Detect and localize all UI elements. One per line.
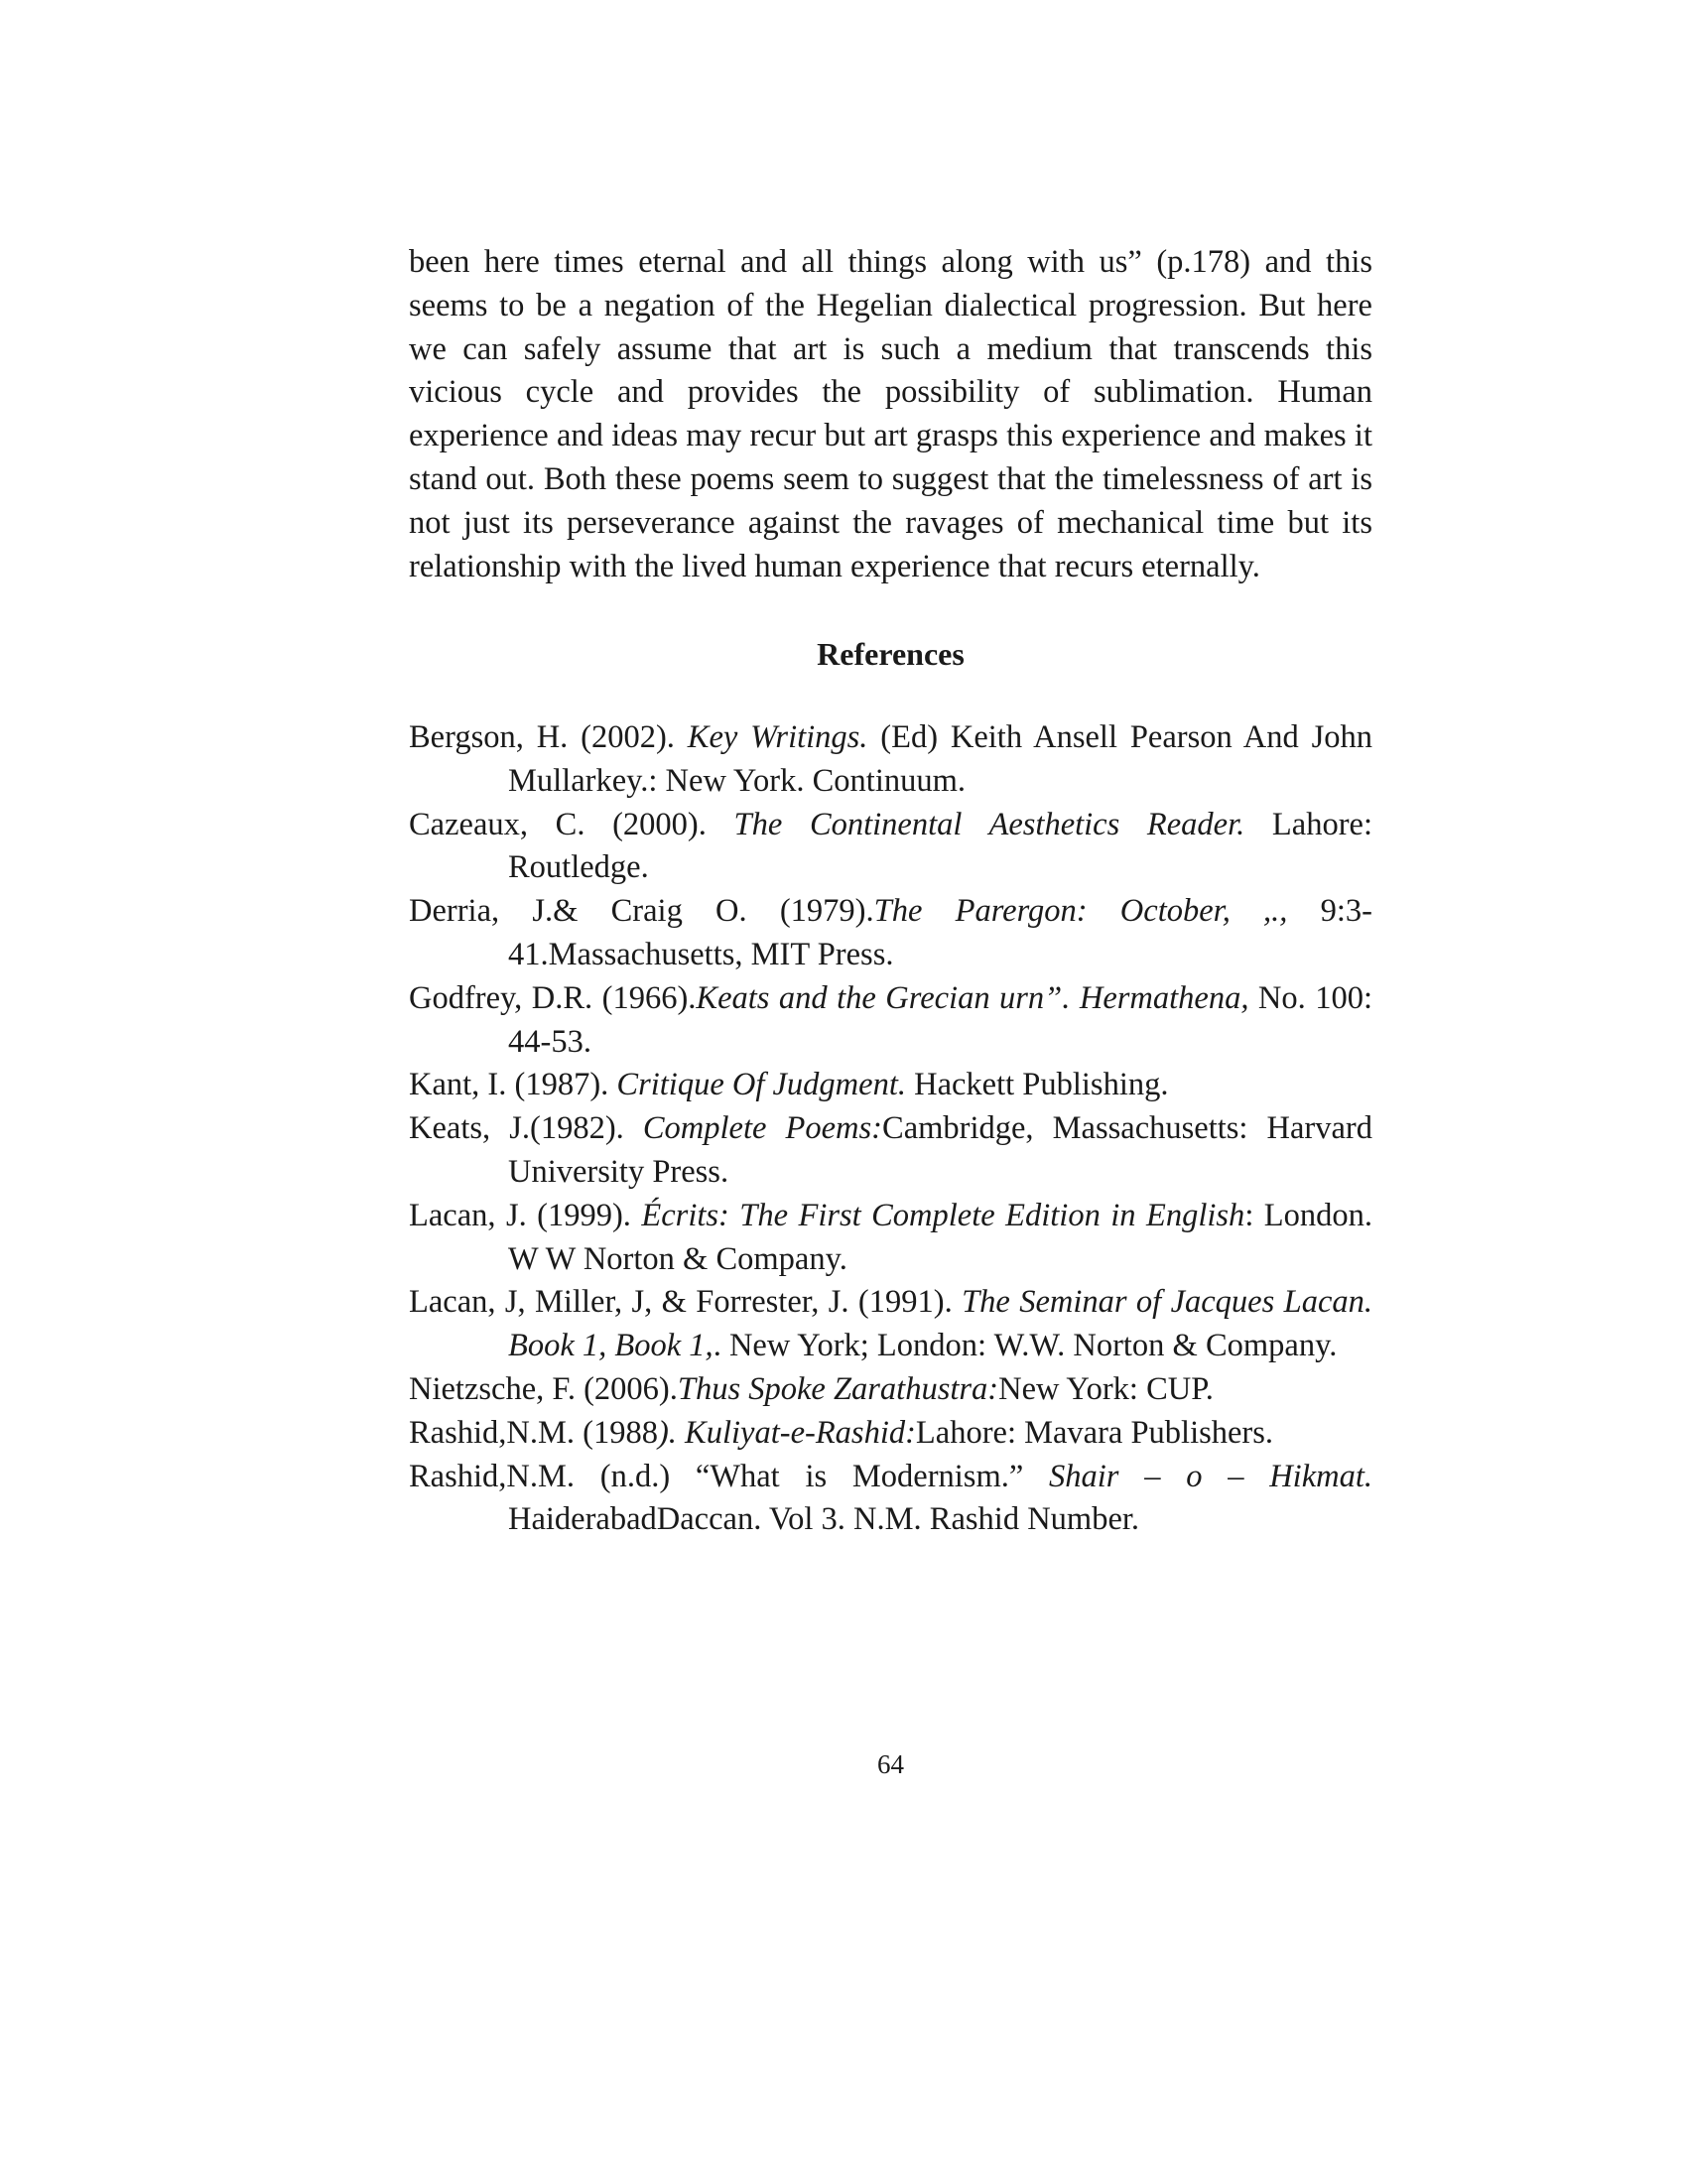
reference-author-year: Kant, I. (1987). <box>409 1067 617 1103</box>
reference-author-year: Rashid,N.M. (1988 <box>409 1414 658 1451</box>
reference-title: The Seminar of Jacques Lacan. Book 1, Book 1, <box>508 1284 1372 1364</box>
reference-publication: : London. W W Norton & Company. <box>508 1197 1373 1277</box>
reference-entry <box>409 1281 1372 1368</box>
reference-author-year: Derria, J.& Craig O. (1979). <box>409 893 874 930</box>
reference-author-year: Lacan, J. (1999). <box>409 1197 642 1233</box>
page-number: 64 <box>877 1749 904 1779</box>
reference-publication: No. 100: 44-53. <box>508 979 1373 1060</box>
reference-title: Écrits: The First Complete Edition in English <box>641 1197 1245 1233</box>
reference-list <box>409 716 1372 1542</box>
reference-author-year: Rashid,N.M. (n.d.) “What is Modernism.” <box>409 1458 1050 1494</box>
reference-entry <box>409 1107 1372 1195</box>
reference-title: The Continental Aesthetics Reader. <box>733 806 1245 842</box>
reference-author-year: Nietzsche, F. (2006). <box>409 1370 678 1407</box>
reference-publication: Hackett Publishing. <box>905 1067 1169 1103</box>
reference-title: The Parergon: October, ,., <box>873 893 1288 930</box>
reference-publication: 9:3-41.Massachusetts, MIT Press. <box>508 893 1372 972</box>
reference-entry <box>409 716 1372 804</box>
reference-publication: . New York; London: W.W. Norton & Company. <box>713 1328 1338 1364</box>
reference-title: Key Writings. <box>687 719 868 755</box>
reference-entry <box>409 804 1372 891</box>
reference-entry <box>409 890 1372 977</box>
reference-author-year: Lacan, J, Miller, J, & Forrester, J. (1991). <box>409 1284 963 1321</box>
references-heading: References <box>817 636 965 672</box>
reference-title: Thus Spoke Zarathustra: <box>677 1370 999 1407</box>
reference-publication: HaiderabadDaccan. Vol 3. N.M. Rashid Number. <box>508 1501 1140 1538</box>
reference-title: Shair – o – Hikmat. <box>1049 1458 1372 1494</box>
reference-entry <box>409 1456 1372 1543</box>
reference-title: Keats and the Grecian urn”. Hermathena, <box>696 979 1249 1016</box>
reference-entry <box>409 1368 1372 1412</box>
reference-author-year: Godfrey, D.R. (1966). <box>409 979 697 1016</box>
reference-author-year: Bergson, H. (2002). <box>409 719 688 755</box>
reference-publication: Lahore: Mavara Publishers. <box>915 1414 1274 1451</box>
reference-publication: (Ed) Keith Ansell Pearson And John Mullarkey.: New York. Continuum. <box>508 719 1372 799</box>
reference-entry <box>409 1064 1372 1107</box>
reference-publication: New York: CUP. <box>998 1370 1214 1407</box>
reference-title: Critique Of Judgment. <box>616 1067 906 1103</box>
reference-publication: Cambridge, Massachusetts: Harvard University Press. <box>508 1110 1372 1190</box>
reference-entry <box>409 1195 1372 1282</box>
reference-author-year: Keats, J.(1982). <box>409 1110 643 1147</box>
reference-entry <box>409 1412 1372 1456</box>
reference-author-year: Cazeaux, C. (2000). <box>409 806 734 842</box>
reference-entry <box>409 977 1372 1065</box>
reference-title: Complete Poems: <box>642 1110 883 1147</box>
body-paragraph: been here times eternal and all things along with us” (p.178) and this seems to be a negation of the Hegelian dialectical progression. But here we can safely assume that art is such a medium that transcends this vicious cycle and provides the possibility of sublimation. Human experience and ideas may recur but art grasps this experience and makes it stand out. Both these poems seem to suggest that the timelessness of art is not just its perseverance against the ravages of mechanical time but its relationship with the lived human experience that recurs eternally. <box>409 244 1372 584</box>
reference-publication: Lahore: Routledge. <box>508 806 1372 886</box>
reference-title: ). Kuliyat-e-Rashid: <box>657 1414 916 1451</box>
